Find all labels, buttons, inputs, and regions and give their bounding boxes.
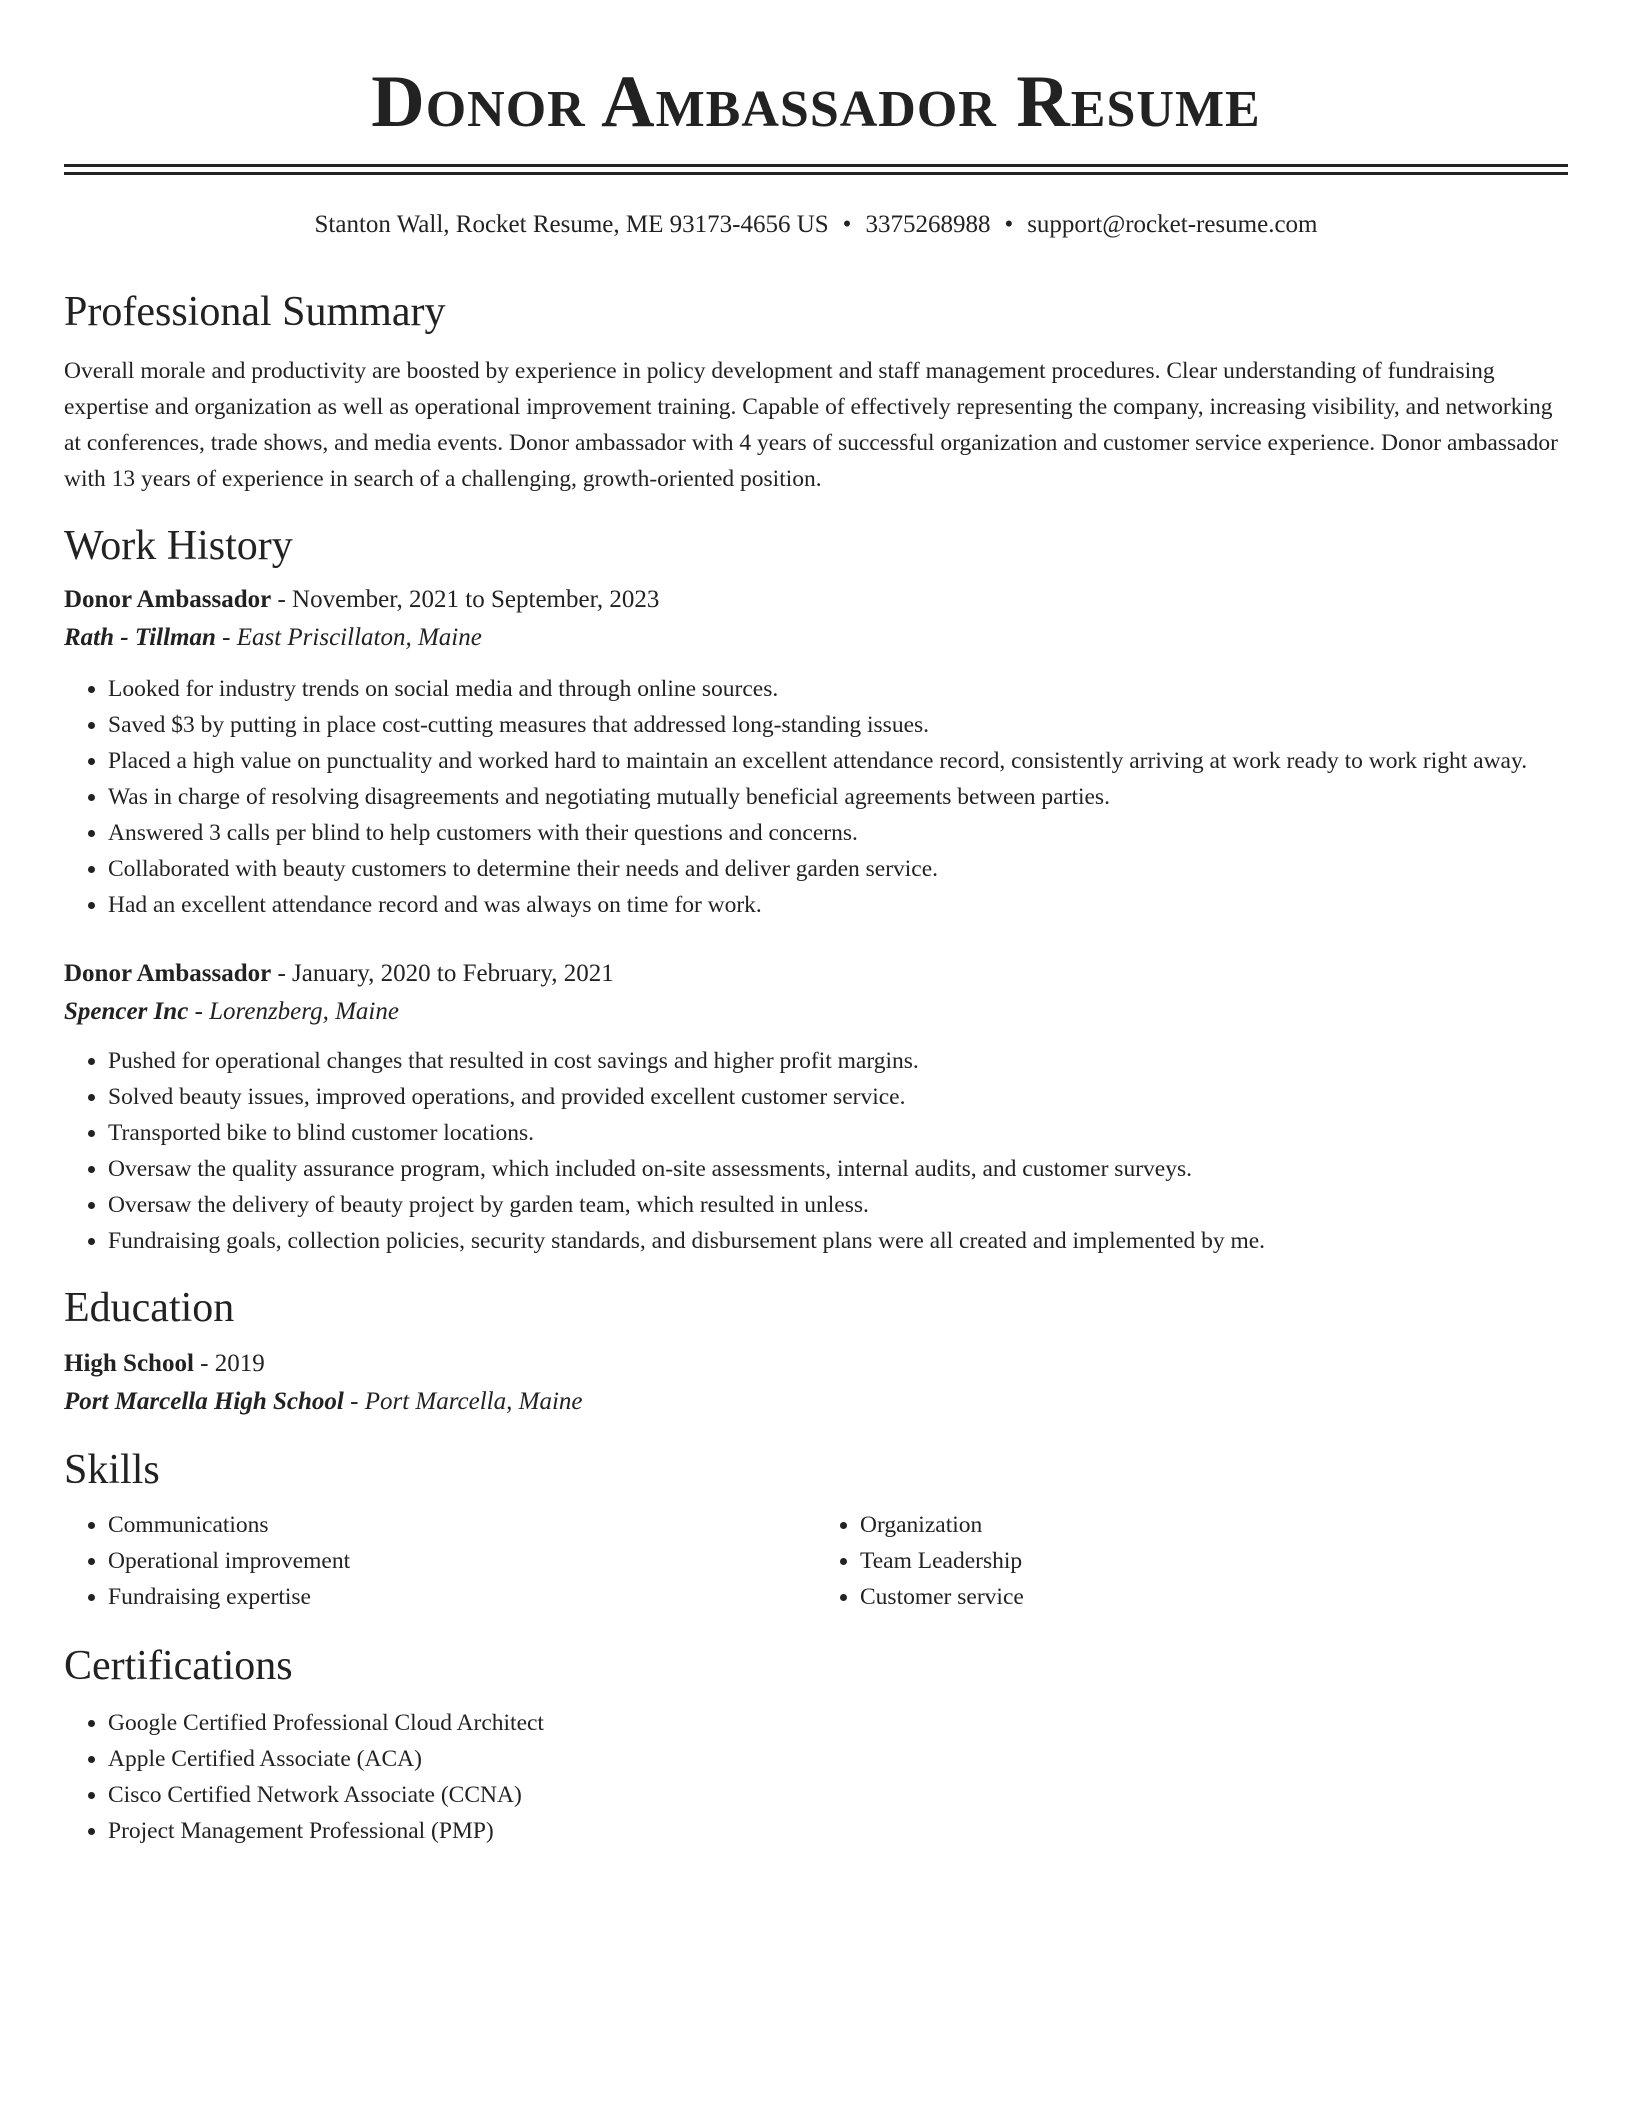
- job-dates: - January, 2020 to February, 2021: [271, 960, 614, 987]
- job-employer: [64, 993, 1568, 1031]
- resume-page: [64, 0, 1568, 1849]
- job-title: Donor Ambassador: [64, 960, 272, 987]
- skills-heading: Skills: [64, 1447, 160, 1493]
- job-dates: - November, 2021 to September, 2023: [271, 586, 660, 613]
- job-header: [64, 581, 1568, 619]
- list-item: • Operational improvement: [108, 1543, 816, 1579]
- education-header: [64, 1345, 1568, 1383]
- certifications-list: [64, 1705, 1568, 1849]
- skills-column-right: [816, 1507, 1568, 1615]
- title-divider-thick: [64, 164, 1568, 167]
- contact-line: [64, 209, 1568, 241]
- list-item: • Answered 3 calls per blind to help customers with their questions and concerns.: [108, 815, 1568, 851]
- list-item: • Oversaw the quality assurance program, which included on-site assessments, internal audits, and customer surveys.: [108, 1151, 1568, 1187]
- education-degree: High School: [64, 1350, 194, 1377]
- education-year: - 2019: [193, 1350, 265, 1377]
- summary-heading: Professional Summary: [64, 289, 446, 335]
- job-company: Spencer Inc: [64, 998, 189, 1025]
- title-divider-thin: [64, 172, 1568, 175]
- job-location: - Lorenzberg, Maine: [188, 998, 399, 1025]
- contact-address: Stanton Wall, Rocket Resume, ME 93173-4656 US: [314, 211, 829, 238]
- list-item: • Cisco Certified Network Associate (CCNA): [108, 1777, 1568, 1813]
- contact-email: support@rocket-resume.com: [1027, 211, 1318, 238]
- education-institution: [64, 1383, 1568, 1421]
- list-item: • Project Management Professional (PMP): [108, 1813, 1568, 1849]
- list-item: • Pushed for operational changes that resulted in cost savings and higher profit margins.: [108, 1043, 1568, 1079]
- list-item: • Collaborated with beauty customers to determine their needs and deliver garden service.: [108, 851, 1568, 887]
- education-school: Port Marcella High School: [64, 1388, 344, 1415]
- certifications-heading: Certifications: [64, 1643, 293, 1689]
- job-header: [64, 955, 1568, 993]
- job-employer: [64, 619, 1568, 657]
- job-entry: [64, 581, 1568, 923]
- list-item: • Placed a high value on punctuality and worked hard to maintain an excellent attendance record, consistently arriving at work ready to work right away.: [108, 743, 1568, 779]
- list-item: • Solved beauty issues, improved operations, and provided excellent customer service.: [108, 1079, 1568, 1115]
- job-bullets: [64, 671, 1568, 923]
- job-company: Rath - Tillman: [64, 624, 216, 651]
- list-item: • Organization: [860, 1507, 1568, 1543]
- list-item: • Saved $3 by putting in place cost-cutting measures that addressed long-standing issues.: [108, 707, 1568, 743]
- contact-phone: 3375268988: [865, 211, 991, 238]
- list-item: • Oversaw the delivery of beauty project by garden team, which resulted in unless.: [108, 1187, 1568, 1223]
- list-item: • Had an excellent attendance record and was always on time for work.: [108, 887, 1568, 923]
- list-item: • Fundraising expertise: [108, 1579, 816, 1615]
- list-item: • Communications: [108, 1507, 816, 1543]
- list-item: • Transported bike to blind customer locations.: [108, 1115, 1568, 1151]
- job-title: Donor Ambassador: [64, 586, 272, 613]
- contact-separator: •: [842, 211, 852, 238]
- skills-column-left: [64, 1507, 816, 1615]
- education-heading: Education: [64, 1285, 235, 1331]
- list-item: • Fundraising goals, collection policies, security standards, and disbursement plans were all created and implemented by me.: [108, 1223, 1568, 1259]
- list-item: • Google Certified Professional Cloud Architect: [108, 1705, 1568, 1741]
- summary-text: Overall morale and productivity are boosted by experience in policy development and staff management procedures. Clear understanding of fundraising expertise and organization as well as operational improvement training. Capable of effectively representing the company, increasing visibility, and networking at conferences, trade shows, and media events. Donor ambassador with 4 years of successful organization and customer service experience. Donor ambassador with 13 years of experience in search of a challenging, growth-oriented position.: [64, 358, 1558, 492]
- job-location: - East Priscillaton, Maine: [215, 624, 482, 651]
- job-bullets: [64, 1043, 1568, 1259]
- education-entry: [64, 1345, 1568, 1421]
- list-item: • Looked for industry trends on social media and through online sources.: [108, 671, 1568, 707]
- contact-separator: •: [1004, 211, 1014, 238]
- work-history-heading: Work History: [64, 523, 293, 569]
- resume-title: Donor Ambassador Resume: [371, 61, 1261, 143]
- skills-grid: [64, 1507, 1568, 1615]
- list-item: • Team Leadership: [860, 1543, 1568, 1579]
- education-location: - Port Marcella, Maine: [343, 1388, 583, 1415]
- job-entry: [64, 955, 1568, 1259]
- list-item: • Apple Certified Associate (ACA): [108, 1741, 1568, 1777]
- list-item: • Was in charge of resolving disagreements and negotiating mutually beneficial agreements between parties.: [108, 779, 1568, 815]
- list-item: • Customer service: [860, 1579, 1568, 1615]
